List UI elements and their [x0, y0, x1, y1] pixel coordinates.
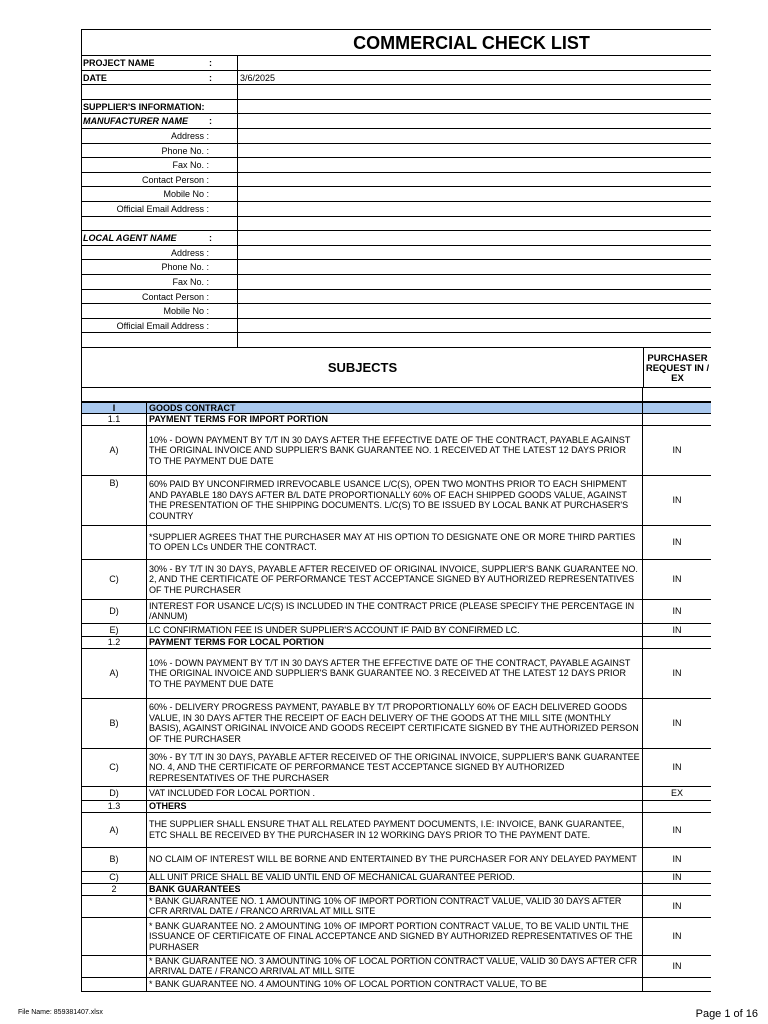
agent-email-row — [81, 319, 711, 334]
subsection-row — [81, 414, 711, 426]
item-number: A) — [81, 813, 146, 847]
mfr-mobile-value[interactable] — [237, 187, 711, 201]
checklist-item-row — [81, 699, 711, 749]
checklist-item-row — [81, 787, 711, 801]
item-number: 2 — [81, 884, 146, 895]
manufacturer-name-label: MANUFACTURER NAME : — [83, 116, 212, 127]
agent-email-value[interactable] — [237, 319, 711, 333]
page-number: Page 1 of 16 — [695, 1008, 758, 1020]
checklist-item-row — [81, 560, 711, 600]
item-text: NO CLAIM OF INTEREST WILL BE BORNE AND ENTERTAINED BY THE PURCHASER FOR ANY DELAYED PAYMENT — [146, 848, 642, 871]
local-agent-row — [81, 231, 711, 246]
item-number: A) — [81, 426, 146, 475]
fax-label: Fax No. : — [172, 160, 209, 171]
blank-cell — [82, 333, 237, 347]
mfr-contact-value[interactable] — [237, 173, 711, 187]
item-text: THE SUPPLIER SHALL ENSURE THAT ALL RELATED PAYMENT DOCUMENTS, I.E: INVOICE, BANK GUARANTEE, ETC SHALL BE RECEIVED BY THE PURCHASER IN 12 WORKING DAYS PRIOR TO THE PAYMENT DATE. — [146, 813, 642, 847]
mfr-address-row — [81, 129, 711, 144]
purchaser-request-value[interactable]: IN — [642, 749, 711, 786]
item-text: * BANK GUARANTEE NO. 1 AMOUNTING 10% OF IMPORT PORTION CONTRACT VALUE, VALID 30 DAYS AFTER CFR ARRIVAL DATE / FRANCO ARRIVAL AT MILL SITE — [146, 896, 642, 917]
item-text: GOODS CONTRACT — [146, 403, 642, 413]
item-number — [81, 978, 146, 991]
purchaser-request-value[interactable]: EX — [642, 787, 711, 800]
purchaser-request-heading: PURCHASER REQUEST IN / EX — [643, 348, 711, 387]
blank-row — [81, 333, 711, 348]
item-number: A) — [81, 649, 146, 698]
item-text: VAT INCLUDED FOR LOCAL PORTION . — [146, 787, 642, 800]
item-text: *SUPPLIER AGREES THAT THE PURCHASER MAY AT HIS OPTION TO DESIGNATE ONE OR MORE THIRD PARTIES TO OPEN LCs UNDER THE CONTRACT. — [146, 526, 642, 559]
mfr-email-row — [81, 202, 711, 217]
subsection-row — [81, 801, 711, 813]
section-row — [81, 402, 711, 414]
subjects-heading: SUBJECTS — [327, 359, 398, 375]
item-number: C) — [81, 749, 146, 786]
email-label: Official Email Address : — [116, 320, 209, 331]
address-label: Address : — [170, 247, 209, 258]
item-number: I — [81, 403, 146, 413]
checklist-item-row — [81, 872, 711, 884]
agent-address-value[interactable] — [237, 246, 711, 260]
date-label: DATE : — [83, 72, 212, 83]
item-text: BANK GUARANTEES — [146, 884, 642, 895]
item-text: 60% PAID BY UNCONFIRMED IRREVOCABLE USANCE L/C(S), OPEN TWO MONTHS PRIOR TO EACH SHIPMENT AND PAYABLE 180 DAYS AFTER B/L DATE PROPORTIONALLY 60% OF EACH SHIPPED GOODS VALUE, AGAINST THE PRESENTATION OF THE SHIPPING DOCUMENTS. L/C(S) TO BE ISSUED BY LOCAL BANK AT PURCHASER'S COUNTRY — [146, 476, 642, 525]
purchaser-request-value[interactable] — [642, 884, 711, 895]
local-agent-label: LOCAL AGENT NAME : — [83, 233, 212, 244]
mobile-label: Mobile No : — [163, 306, 209, 317]
purchaser-request-value[interactable] — [642, 403, 711, 413]
date-value[interactable]: 3/6/2025 — [237, 71, 711, 85]
item-text: 10% - DOWN PAYMENT BY T/T IN 30 DAYS AFTER THE EFFECTIVE DATE OF THE CONTRACT, PAYABLE AGAINST THE ORIGINAL INVOICE AND SUPPLIER'S BANK GUARANTEE NO. 1 RECEIVED AT THE LATEST 12 DAYS PRIOR TO THE PAYMENT DUE DATE — [146, 426, 642, 475]
checklist-item-row — [81, 600, 711, 624]
blank-cell — [82, 388, 642, 401]
item-text: 30% - BY T/T IN 30 DAYS, PAYABLE AFTER RECEIVED OF THE ORIGINAL INVOICE, SUPPLIER'S BANK GUARANTEE NO. 4, AND THE CERTIFICATE OF PERFORMANCE TEST ACCEPTANCE SIGNED BY AUTHORIZED REPRESENTATIVES OF THE PURCHASER — [146, 749, 642, 786]
blank-cell — [237, 100, 711, 114]
purchaser-request-value[interactable]: IN — [642, 872, 711, 883]
fax-label: Fax No. : — [172, 276, 209, 287]
agent-fax-value[interactable] — [237, 275, 711, 289]
purchaser-request-value[interactable]: IN — [642, 649, 711, 698]
item-text: PAYMENT TERMS FOR IMPORT PORTION — [146, 414, 642, 425]
item-number: B) — [81, 848, 146, 871]
checklist-item-row — [81, 426, 711, 476]
contact-label: Contact Person : — [141, 174, 209, 185]
blank-cell — [82, 85, 237, 99]
phone-label: Phone No. : — [161, 145, 209, 156]
purchaser-request-value[interactable]: IN — [642, 560, 711, 599]
item-number — [81, 526, 146, 559]
agent-phone-row — [81, 260, 711, 275]
mfr-fax-value[interactable] — [237, 158, 711, 172]
file-name: File Name: 859381407.xlsx — [18, 1009, 103, 1016]
purchaser-request-value[interactable]: IN — [642, 896, 711, 917]
item-text: LC CONFIRMATION FEE IS UNDER SUPPLIER'S ACCOUNT IF PAID BY CONFIRMED LC. — [146, 624, 642, 636]
agent-address-row — [81, 246, 711, 261]
phone-label: Phone No. : — [161, 262, 209, 273]
email-label: Official Email Address : — [116, 203, 209, 214]
item-number: B) — [81, 476, 146, 525]
item-number — [81, 918, 146, 955]
item-number: C) — [81, 560, 146, 599]
blank-row — [81, 85, 711, 100]
item-text: PAYMENT TERMS FOR LOCAL PORTION — [146, 637, 642, 648]
purchaser-request-value[interactable]: IN — [642, 918, 711, 955]
checklist-item-row — [81, 896, 711, 918]
purchaser-request-value[interactable]: IN — [642, 848, 711, 871]
item-text: * BANK GUARANTEE NO. 3 AMOUNTING 10% OF LOCAL PORTION CONTRACT VALUE, VALID 30 DAYS AFTER CFR ARRIVAL DATE / FRANCO ARRIVAL AT MILL SITE — [146, 956, 642, 977]
purchaser-request-value[interactable]: IN — [642, 600, 711, 623]
checklist-rows — [81, 402, 711, 992]
item-text: 60% - DELIVERY PROGRESS PAYMENT, PAYABLE BY T/T PROPORTIONALLY 60% OF EACH DELIVERED GOODS VALUE, IN 30 DAYS AFTER THE RECEIPT OF EACH DELIVERY OF THE GOODS AT THE MILL SITE (MONTHLY BASIS), AGAINST ORIGINAL INVOICE AND GOODS RECEIPT CERTIFICATE SIGNED BY THE AUTHORIZED PERSON OF THE PURCHASER — [146, 699, 642, 748]
item-text: * BANK GUARANTEE NO. 4 AMOUNTING 10% OF LOCAL PORTION CONTRACT VALUE, TO BE — [146, 978, 642, 991]
project-name-label: PROJECT NAME : — [83, 58, 212, 68]
purchaser-request-value[interactable] — [642, 801, 711, 812]
spacer-row — [81, 388, 711, 402]
mobile-label: Mobile No : — [163, 189, 209, 200]
blank-cell — [237, 85, 711, 99]
purchaser-request-value[interactable] — [642, 637, 711, 648]
purchaser-request-value[interactable] — [642, 978, 711, 991]
contact-label: Contact Person : — [141, 291, 209, 302]
manufacturer-name-value[interactable] — [237, 114, 711, 128]
mfr-contact-row — [81, 173, 711, 188]
item-text: * BANK GUARANTEE NO. 2 AMOUNTING 10% OF IMPORT PORTION CONTRACT VALUE, TO BE VALID UNTIL THE ISSUANCE OF CERTIFICATE OF FINAL ACCEPTANCE AND SIGNED BY AUTHORIZED REPRESENTATIVES OF THE PURHASER — [146, 918, 642, 955]
agent-mobile-value[interactable] — [237, 304, 711, 318]
agent-phone-value[interactable] — [237, 260, 711, 274]
purchaser-request-value[interactable]: IN — [642, 813, 711, 847]
item-number: B) — [81, 699, 146, 748]
item-text: INTEREST FOR USANCE L/C(S) IS INCLUDED IN THE CONTRACT PRICE (PLEASE SPECIFY THE PERCENTAGE IN /ANNUM) — [146, 600, 642, 623]
item-number: 1.3 — [81, 801, 146, 812]
supplier-info-row — [81, 100, 711, 115]
page-title: COMMERCIAL CHECK LIST — [81, 29, 711, 56]
checklist-item-row — [81, 624, 711, 637]
agent-mobile-row — [81, 304, 711, 319]
purchaser-request-value[interactable]: IN — [642, 476, 711, 525]
checklist-item-row — [81, 476, 711, 526]
item-number: C) — [81, 872, 146, 883]
purchaser-request-value[interactable]: IN — [642, 426, 711, 475]
item-number: E) — [81, 624, 146, 636]
item-number: 1.2 — [81, 637, 146, 648]
manufacturer-row — [81, 114, 711, 129]
item-text: ALL UNIT PRICE SHALL BE VALID UNTIL END OF MECHANICAL GUARANTEE PERIOD. — [146, 872, 642, 883]
purchaser-request-value[interactable] — [642, 414, 711, 425]
blank-cell — [237, 217, 711, 231]
checklist-item-row — [81, 956, 711, 978]
checklist-item-row — [81, 649, 711, 699]
project-name-row — [81, 56, 711, 71]
agent-fax-row — [81, 275, 711, 290]
blank-row — [81, 217, 711, 232]
agent-contact-row — [81, 290, 711, 305]
address-label: Address : — [170, 130, 209, 141]
purchaser-request-value[interactable]: IN — [642, 526, 711, 559]
blank-cell — [82, 217, 237, 231]
mfr-phone-row — [81, 144, 711, 159]
supplier-info-label: SUPPLIER'S INFORMATION: — [83, 101, 205, 112]
checklist-item-row — [81, 918, 711, 956]
checklist-item-row — [81, 848, 711, 872]
subsection-row — [81, 637, 711, 649]
agent-contact-value[interactable] — [237, 290, 711, 304]
item-number: 1.1 — [81, 414, 146, 425]
checklist-item-row — [81, 978, 711, 992]
subjects-header — [81, 348, 711, 388]
item-number: D) — [81, 787, 146, 800]
purchaser-request-value[interactable]: IN — [642, 956, 711, 977]
checklist-item-row — [81, 813, 711, 848]
date-row — [81, 71, 711, 86]
item-number: D) — [81, 600, 146, 623]
project-name-value[interactable] — [237, 56, 711, 70]
item-number — [81, 896, 146, 917]
mfr-email-value[interactable] — [237, 202, 711, 216]
mfr-mobile-row — [81, 187, 711, 202]
local-agent-value[interactable] — [237, 231, 711, 245]
item-text: OTHERS — [146, 801, 642, 812]
mfr-phone-value[interactable] — [237, 144, 711, 158]
blank-cell — [237, 333, 711, 347]
purchaser-request-value[interactable]: IN — [642, 699, 711, 748]
mfr-fax-row — [81, 158, 711, 173]
item-text: 30% - BY T/T IN 30 DAYS, PAYABLE AFTER RECEIVED OF ORIGINAL INVOICE, SUPPLIER'S BANK GUARANTEE NO. 2, AND THE CERTIFICATE OF PERFORMANCE TEST ACCEPTANCE SIGNED BY AUTHORIZED REPRESENTATIVES OF THE PURCHASER — [146, 560, 642, 599]
checklist-sheet — [81, 29, 711, 992]
checklist-item-row — [81, 526, 711, 560]
blank-cell — [642, 388, 711, 401]
item-text: 10% - DOWN PAYMENT BY T/T IN 30 DAYS AFTER THE EFFECTIVE DATE OF THE CONTRACT, PAYABLE AGAINST THE ORIGINAL INVOICE AND SUPPLIER'S BANK GUARANTEE NO. 3 RECEIVED AT THE LATEST 12 DAYS PRIOR TO THE PAYMENT DUE DATE — [146, 649, 642, 698]
subsection-row — [81, 884, 711, 896]
purchaser-request-value[interactable]: IN — [642, 624, 711, 636]
mfr-address-value[interactable] — [237, 129, 711, 143]
checklist-item-row — [81, 749, 711, 787]
item-number — [81, 956, 146, 977]
